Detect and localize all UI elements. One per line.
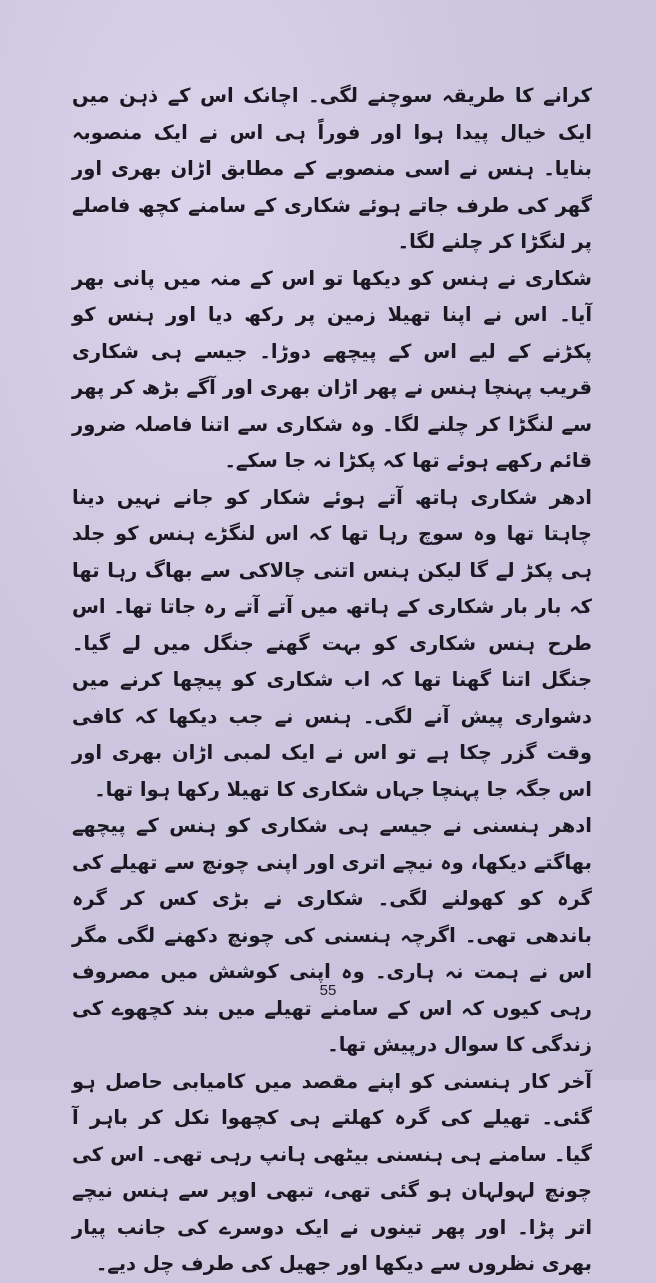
paragraph-4: ادھر ہنسنی نے جیسے ہی شکاری کو ہنس کے پیچھے بھاگتے دیکھا، وہ نیچے اتری اور اپنی چونچ سے تھیلے کی گرہ کو کھولنے لگی۔ شکاری نے بڑی کس کر گرہ باندھی تھی۔ اگرچہ ہنسنی کی چونچ دکھنے لگی مگر اس نے ہمت نہ ہاری۔ وہ اپنی کوشش میں مصروف رہی کیوں کہ اس کے سامنے تھیلے میں بند کچھوے کی زندگی کا سوال درپیش تھا۔: [72, 814, 592, 1056]
paragraph-2: شکاری نے ہنس کو دیکھا تو اس کے منہ میں پانی بھر آیا۔ اس نے اپنا تھیلا زمین پر رکھ دیا اور ہنس کو پکڑنے کے لیے اس کے پیچھے دوڑا۔ جیسے ہی شکاری قریب پہنچا ہنس نے پھر اڑان بھری اور آگے بڑھ کر پھر سے لنگڑا کر چلنے لگا۔ وہ شکاری سے اتنا فاصلہ ضرور قائم رکھے ہوئے تھا کہ پکڑا نہ جا سکے۔: [72, 266, 592, 472]
paragraph-1: کرانے کا طریقہ سوچنے لگی۔ اچانک اس کے ذہن میں ایک خیال پیدا ہوا اور فوراً ہی اس نے ایک منصوبہ بنایا۔ ہنس نے اسی منصوبے کے مطابق اڑان بھری اور گھر کی طرف جاتے ہوئے شکاری کے سامنے کچھ فاصلے پر لنگڑا کر چلنے لگا۔: [72, 84, 592, 253]
page-number: 55: [319, 982, 337, 999]
story-text: [72, 78, 592, 1283]
paragraph-3: ادھر شکاری ہاتھ آتے ہوئے شکار کو جانے نہیں دینا چاہتا تھا وہ سوچ رہا تھا کہ اس لنگڑے ہنس کو جلد ہی پکڑ لے گا لیکن ہنس اتنی چالاکی سے بھاگ رہا تھا کہ بار بار شکاری کے ہاتھ میں آتے آتے رہ جاتا تھا۔ اس طرح ہنس شکاری کو بہت گھنے جنگل میں لے گیا۔ جنگل اتنا گھنا تھا کہ اب شکاری کو پیچھا کرنے میں دشواری پیش آنے لگی۔ ہنس نے جب دیکھا کہ کافی وقت گزر چکا ہے تو اس نے ایک لمبی اڑان بھری اور اس جگہ جا پہنچا جہاں شکاری کا تھیلا رکھا ہوا تھا۔: [72, 485, 592, 801]
paragraph-5: آخر کار ہنسنی کو اپنے مقصد میں کامیابی حاصل ہو گئی۔ تھیلے کی گرہ کھلتے ہی کچھوا نکل کر باہر آ گیا۔ سامنے ہی ہنسنی بیٹھی ہانپ رہی تھی۔ اس کی چونچ لہولہان ہو گئی تھی، تبھی اوپر سے ہنس نیچے اتر پڑا۔ اور پھر تینوں نے ایک دوسرے کی جانب پیار بھری نظروں سے دیکھا اور جھیل کی طرف چل دیے۔: [72, 1069, 592, 1275]
